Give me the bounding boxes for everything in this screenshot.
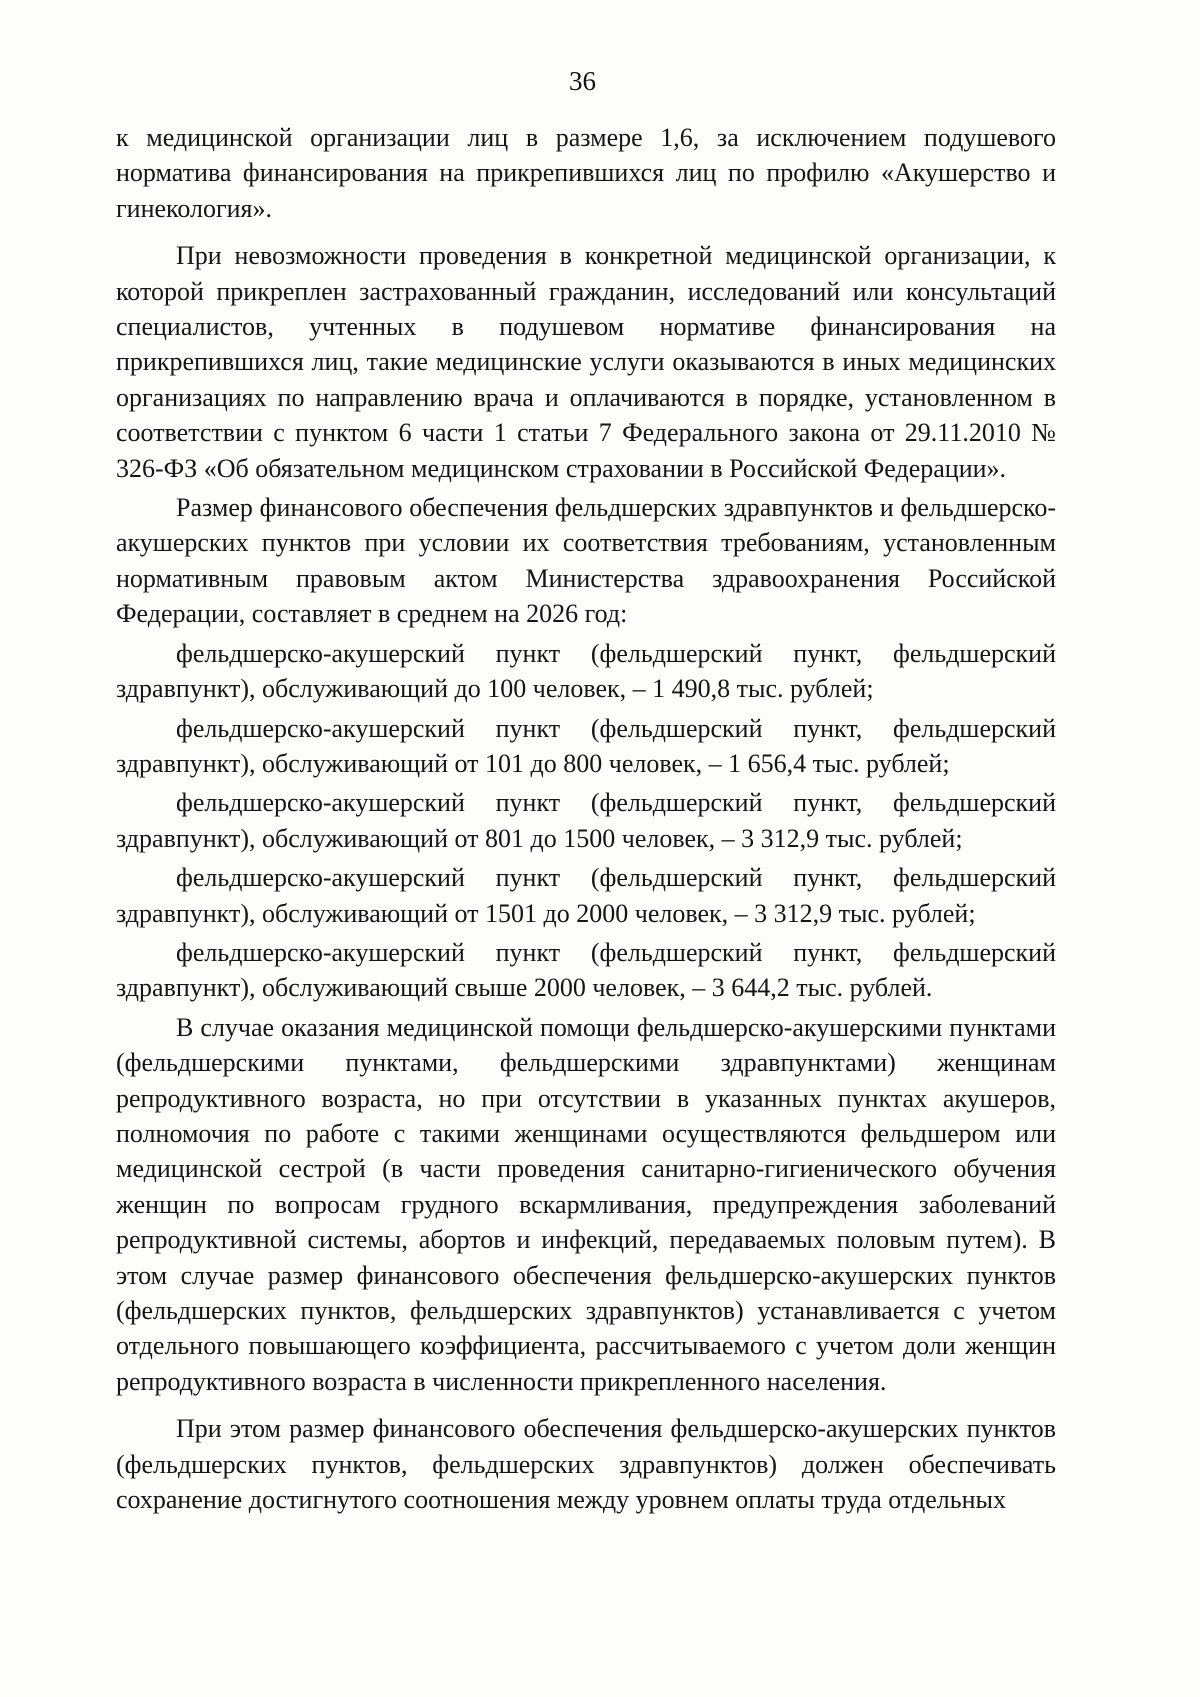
list-item-fap-over-2000: фельдшерско-акушерский пункт (фельдшерский пункт, фельдшерский здравпункт), обслуживающий свыше 2000 человек, – 3 644,2 тыс. рублей. xyxy=(116,937,1056,1003)
list-item-fap-801-1500: фельдшерско-акушерский пункт (фельдшерский пункт, фельдшерский здравпункт), обслуживающий от 801 до 1500 человек, – 3 312,9 тыс. рублей; xyxy=(116,788,1056,853)
paragraph-continuation: к медицинской организации лиц в размере 1,6, за исключением подушевого норматива финансирования на прикрепившихся лиц по профилю «Акушерство и гинекология». xyxy=(116,123,1056,223)
list-item-fap-1501-2000: фельдшерско-акушерский пункт (фельдшерский пункт, фельдшерский здравпункт), обслуживающий от 1501 до 2000 человек, – 3 312,9 тыс. рублей; xyxy=(116,863,1056,928)
list-item-fap-up-to-100: фельдшерско-акушерский пункт (фельдшерский пункт, фельдшерский здравпункт), обслуживающий до 100 человек, – 1 490,8 тыс. рублей; xyxy=(116,638,1056,704)
list-item-fap-101-800: фельдшерско-акушерский пункт (фельдшерский пункт, фельдшерский здравпункт), обслуживающий от 101 до 800 человек, – 1 656,4 тыс. рублей; xyxy=(116,713,1056,778)
paragraph-salary-ratio: При этом размер финансового обеспечения фельдшерско-акушерских пунктов (фельдшерских пунктов, фельдшерских здравпунктов) должен обеспечивать сохранение достигнутого соотношения между уровнем оплаты труда отдельных xyxy=(116,1414,1056,1515)
paragraph-fap-funding: Размер финансового обеспечения фельдшерских здравпунктов и фельдшерско-акушерских пунктов при условии их соответствия требованиям, установленным нормативным правовым актом Министерства здравоохранения Российской Федерации, составляет в среднем на 2026 год: xyxy=(116,493,1056,629)
page-number: 36 xyxy=(569,66,596,96)
paragraph-reproductive-age: В случае оказания медицинской помощи фельдшерско-акушерскими пунктами (фельдшерскими пунктами, фельдшерскими здравпунктами) женщинам репродуктивного возраста, но при отсутствии в указанных пунктах акушеров, полномочия по работе с такими женщинами осуществляются фельдшером или медицинской сестрой (в части проведения санитарно-гигиенического обучения женщин по вопросам грудного вскармливания, предупреждения заболеваний репродуктивной системы, абортов и инфекций, передаваемых половым путем). В этом случае размер финансового обеспечения фельдшерско-акушерских пунктов (фельдшерских пунктов, фельдшерских здравпунктов) устанавливается с учетом отдельного повышающего коэффициента, рассчитываемого с учетом доли женщин репродуктивного возраста в численности прикрепленного населения. xyxy=(116,1012,1056,1396)
paragraph-consultations: При невозможности проведения в конкретной медицинской организации, к которой прикреплен застрахованный гражданин, исследований или консультаций специалистов, учтенных в подушевом нормативе финансирования на прикрепившихся лиц, такие медицинские услуги оказываются в иных медицинских организациях по направлению врача и оплачиваются в порядке, установленном в соответствии с пунктом 6 части 1 статьи 7 Федерального закона от 29.11.2010 № 326-ФЗ «Об обязательном медицинском страховании в Российской Федерации». xyxy=(116,241,1056,483)
document-body xyxy=(116,120,1056,1521)
